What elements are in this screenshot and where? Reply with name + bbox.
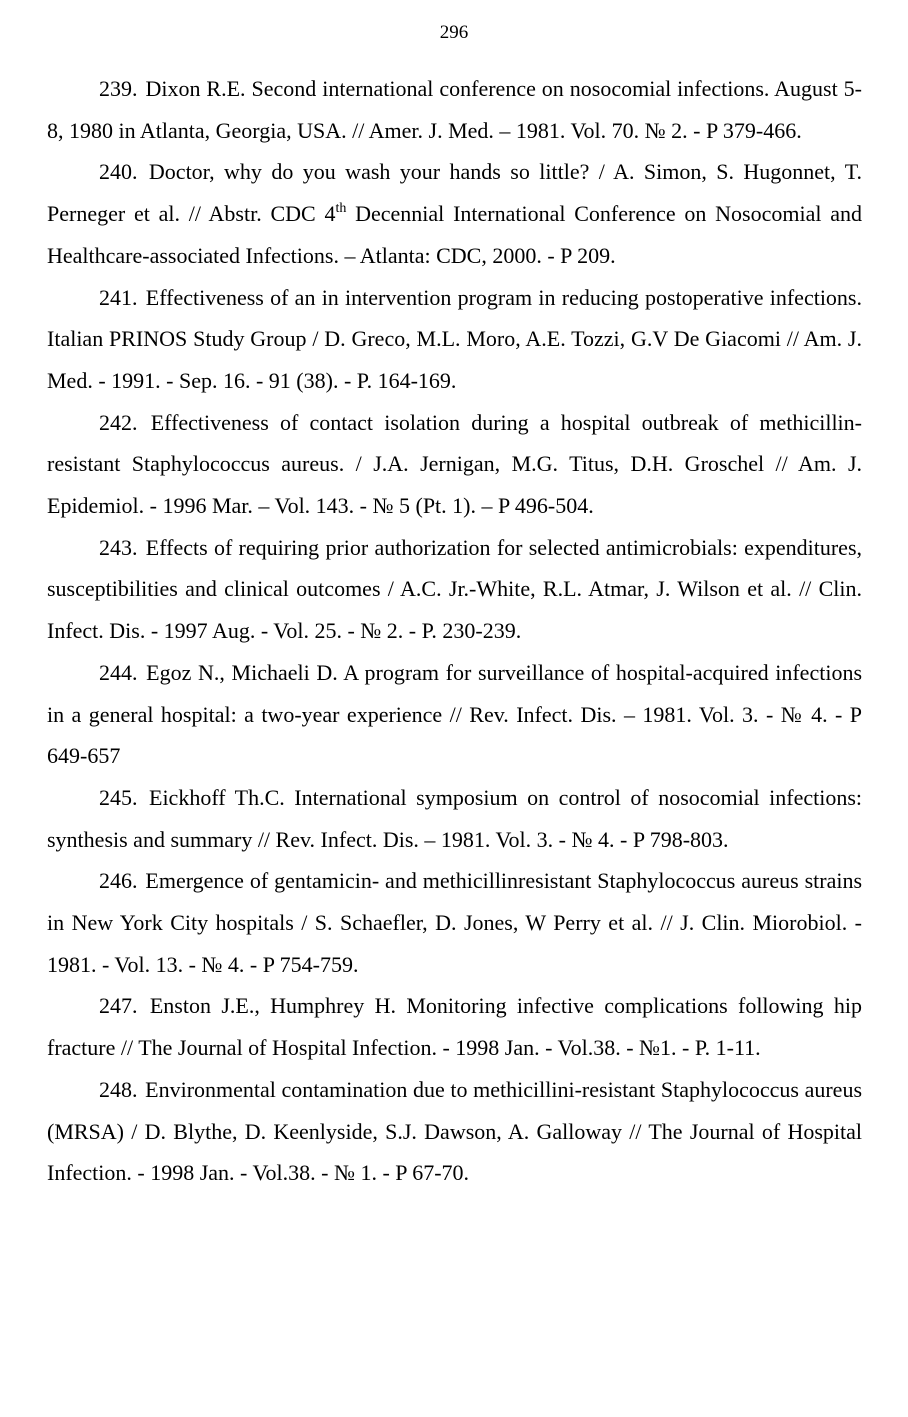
ordinal-superscript: th	[335, 201, 347, 217]
reference-entry-239	[47, 68, 862, 151]
reference-list	[47, 68, 862, 1194]
reference-number: 246.	[99, 868, 138, 894]
reference-entry-240	[47, 151, 862, 276]
reference-number: 248.	[99, 1076, 138, 1102]
reference-text: Effectiveness of contact isolation during a hospital outbreak of methicillin-resistant Staphylococcus aureus. / J.A. Jernigan, M.G. Titus, D.H. Groschel // Am. J. Epidemiol. - 1996 Mar. – Vol. 143. - № 5 (Pt. 1). – P 496-504.	[47, 409, 862, 519]
reference-text: Environmental contamination due to methicillini-resistant Staphylococcus aureus (MRSA) / D. Blythe, D. Keenlyside, S.J. Dawson, A. Galloway // The Journal of Hospital Infection. - 1998 Jan. - Vol.38. - № 1. - P 67-70.	[47, 1076, 862, 1186]
reference-text: Enston J.E., Humphrey H. Monitoring infective complications following hip fracture // The Journal of Hospital Infection. - 1998 Jan. - Vol.38. - №1. - P. 1-11.	[47, 993, 863, 1061]
reference-entry-246	[47, 860, 862, 985]
reference-text: Doctor, why do you wash your hands so little? / A. Simon, S. Hugonnet, T. Perneger et al. // Abstr. CDC 4	[47, 159, 862, 227]
reference-text-continued: Decennial International Conference on Nosocomial and Healthcare-associated Infections. – Atlanta: CDC, 2000. - P 209.	[47, 201, 863, 268]
page-number: 296	[439, 22, 469, 43]
reference-text: Effectiveness of an in intervention program in reducing postoperative infections. Italian PRINOS Study Group / D. Greco, M.L. Moro, A.E. Tozzi, G.V De Giacomi // Am. J. Med. - 1991. - Sep. 16. - 91 (38). - P. 164-169.	[47, 284, 862, 393]
reference-number: 242.	[99, 409, 138, 435]
reference-entry-245	[47, 777, 862, 860]
reference-number: 244.	[99, 659, 138, 685]
reference-entry-242	[47, 402, 862, 527]
reference-text: Dixon R.E. Second international conference on nosocomial infections. August 5-8, 1980 in Atlanta, Georgia, USA. // Amer. J. Med. – 1981. Vol. 70. № 2. - P 379-466.	[47, 76, 863, 143]
reference-number: 245.	[99, 784, 138, 810]
reference-entry-248	[47, 1069, 862, 1194]
reference-number: 247.	[99, 993, 138, 1019]
reference-entry-241	[47, 277, 862, 402]
reference-text: Egoz N., Michaeli D. A program for surveillance of hospital-acquired infections in a general hospital: a two-year experience // Rev. Infect. Dis. – 1981. Vol. 3. - № 4. - P 649-657	[47, 659, 863, 769]
reference-number: 243.	[99, 534, 138, 560]
reference-entry-244	[47, 652, 862, 777]
reference-entry-247	[47, 985, 862, 1068]
reference-text: Effects of requiring prior authorization for selected antimicrobials: expenditures, susceptibilities and clinical outcomes / A.C. Jr.-White, R.L. Atmar, J. Wilson et al. // Clin. Infect. Dis. - 1997 Aug. - Vol. 25. - № 2. - P. 230-239.	[47, 534, 863, 644]
reference-text: Eickhoff Th.C. International symposium on control of nosocomial infections: synthesis and summary // Rev. Infect. Dis. – 1981. Vol. 3. - № 4. - P 798-803.	[47, 784, 863, 852]
reference-text: Emergence of gentamicin- and methicillinresistant Staphylococcus aureus strains in New York City hospitals / S. Schaefler, D. Jones, W Perry et al. // J. Clin. Miorobiol. - 1981. - Vol. 13. - № 4. - P 754-759.	[47, 868, 863, 977]
reference-number: 240.	[99, 159, 138, 185]
reference-number: 241.	[99, 284, 138, 310]
reference-number: 239.	[99, 76, 138, 101]
reference-entry-243	[47, 527, 862, 652]
